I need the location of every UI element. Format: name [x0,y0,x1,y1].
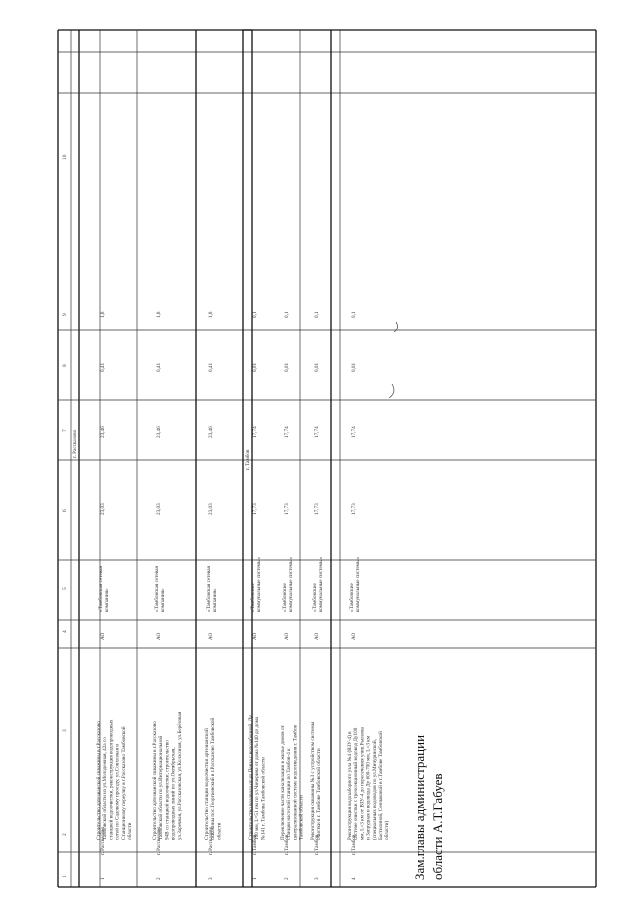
row-org-form: АО [351,632,357,640]
row-supplier-line: коммунальные системы» [318,556,324,612]
row-number: 2 [284,877,290,880]
row-value-col6: 17,73 [284,503,290,515]
row-value-col6: 17,73 [351,503,357,515]
row-description-line: области [216,822,223,840]
row-org-form: АО [208,632,214,640]
row-supplier-line: «Тамбовская сетевая [154,566,160,612]
col-num-6: 6 [62,509,68,512]
row-description-line: Реконструкция водозаборного узла №4 (ВЗУ-4) в [347,731,353,840]
col-num-8: 8 [62,364,68,367]
row-description-line: Тамбовской области по ул.Интернациональной [158,735,165,840]
row-description-line: области) [384,820,391,840]
row-value-col9: 0,1 [314,311,320,318]
row-description-line: Переключение части канализации в жилье домов от [280,725,286,840]
row-city: г. Тамбов [314,834,320,855]
row-number: 3 [208,877,214,880]
row-value-col8: 0,41 [208,362,214,372]
row-supplier-line: компания» [160,588,166,612]
row-value-col7: 17,74 [314,426,320,438]
signature-line-2: области А.Т.Габуев [430,773,445,880]
row-value-col7: 17,74 [284,426,290,438]
row-supplier-line: коммунальные системы» [288,556,294,612]
row-supplier-line: «Тамбовские [250,583,256,612]
row-supplier-line: коммунальные системы» [256,556,262,612]
section-header-rasskazovo: г. Рассказово [72,429,78,458]
row-value-col7: 23,46 [208,426,214,438]
row-description-line: ул.Заречная, ул.Рассказовская, ул.Колхозная, ул.Берёзовая [176,711,183,840]
row-supplier-line: компания» [104,588,110,612]
row-value-col9: 0,1 [351,311,357,318]
row-value-col6: 23,03 [156,503,162,515]
row-description-line: Строительство артезианской скважины в г.Рассказово [152,721,158,840]
row-description-line: скважины пос.Георгиевский в г.Рассказово Тамбовской [210,717,217,840]
row-value-col8: 0,01 [351,362,357,372]
row-value-col6: 17,73 [252,503,258,515]
row-org-form: АО [156,632,162,640]
row-number: 3 [314,877,320,880]
row-supplier-line: коммунальные системы» [355,556,361,612]
row-description-line: очистки в г. Тамбове Тамбовской области [316,748,323,840]
row-description-line: Тамбовской области из ул.Молодежная, 42а со [102,737,109,840]
row-description-line: Станционному переулку в г.Рассказово Тамбовской [120,726,127,840]
row-city: г. Рассказово [156,826,162,855]
row-value-col7: 23,46 [100,426,106,438]
row-description-line: станцией водоочистки, реконструкция водопроводных [108,719,115,840]
row-description-line: №141 г. Тамбова Тамбовской области [260,757,267,840]
row-value-col6: 23,03 [100,503,106,515]
col-num-3: 3 [62,729,68,732]
row-value-col9: 1,8 [156,311,162,318]
row-city: г. Тамбов [252,834,258,855]
row-value-col7: 17,74 [351,426,357,438]
row-value-col7: 23,46 [156,426,162,438]
section-header-tambov: г. Тамбов [245,449,251,470]
row-value-col9: 0,1 [284,311,290,318]
row-description-line: Реконструкция скважины №3 с устройством системы [310,721,316,840]
row-value-col9: 1,8 [208,311,214,318]
col-num-7: 7 [62,429,68,432]
row-description-line: и Запрудная и водовода Ду 600-700 мм, L=3 км [365,735,372,840]
row-city: г. Тамбов [351,834,357,855]
row-description-line: мм, L=3 км от ВЗУ-4 до пересечения улиц Рылеева [359,727,366,840]
row-org-form: АО [100,632,106,640]
col-num-1: 1 [62,875,68,878]
row-description-line: Строительство артезианской скважины в г.Рассказово [96,721,102,840]
row-description-line: сетей по Садовому проезду, ул.Совхозная и [114,743,121,840]
row-value-col8: 0,01 [284,362,290,372]
row-number: 1 [252,877,258,880]
row-org-form: АО [252,632,258,640]
row-supplier-line: «Тамбовская сетевая [206,566,212,612]
row-supplier-line: «Тамбовские [282,583,288,612]
row-value-col8: 0,41 [156,362,162,372]
col-num-2: 2 [62,833,68,836]
row-description-line: Бастионной, Сенчаковой в г.Тамбове Тамбовской [378,731,384,840]
row-number: 1 [100,877,106,880]
row-description-line: водопроводных линий по ул.Октябрьская, [170,747,177,840]
row-number: 2 [156,877,162,880]
row-org-form: АО [314,632,320,640]
row-description-line: Строительство водовода от ул.Пенза с водозаборной, Ду [248,715,254,840]
row-supplier-line: «Тамбовская сетевая [98,566,104,612]
row-description-line: Тамбовской области [298,795,305,840]
row-city: г. Рассказово [208,826,214,855]
row-value-col9: 1,8 [100,311,106,318]
col-num-9: 9 [62,313,68,316]
row-value-col9: 0,1 [252,311,258,318]
row-description-line: централизованной системе водоотведения г. Тамбов [292,725,299,840]
col-num-10: 10 [62,154,68,160]
row-supplier-line: «Тамбовские [312,583,318,612]
row-value-col8: 0,01 [314,362,320,372]
row-value-col6: 23,03 [208,503,214,515]
row-org-form: АО [284,632,290,640]
row-description-line: Строительство станции водоочистки артезианской [204,728,210,840]
row-city: г. Рассказово [100,826,106,855]
row-description-line: 100 мм, L=51 пм по ул.Чичерина от дома №140 до дома [254,716,261,840]
row-description-line: системе очистки с трехсекционный водовод Ду100 [353,727,360,840]
row-description-line: 94В со станцией водоочистки, строительство [164,740,171,840]
row-city: г. Тамбов [284,834,290,855]
row-supplier-line: компания» [212,588,218,612]
col-num-4: 4 [62,630,68,633]
row-value-col8: 0,01 [252,362,258,372]
row-value-col8: 0,41 [100,362,106,372]
col-num-5: 5 [62,587,68,590]
row-supplier-line: «Тамбовские [349,583,355,612]
row-value-col6: 17,73 [314,503,320,515]
row-value-col7: 17,74 [252,426,258,438]
signature-line-1: Зам.главы администрации [412,734,427,880]
row-description-line: области [127,822,133,840]
row-description-line: станции насосной станции по Тамбов-4 к [286,748,293,840]
row-description-line: (специальных водоводов по ул.Мичуринской, [371,739,378,840]
row-number: 4 [351,877,357,880]
